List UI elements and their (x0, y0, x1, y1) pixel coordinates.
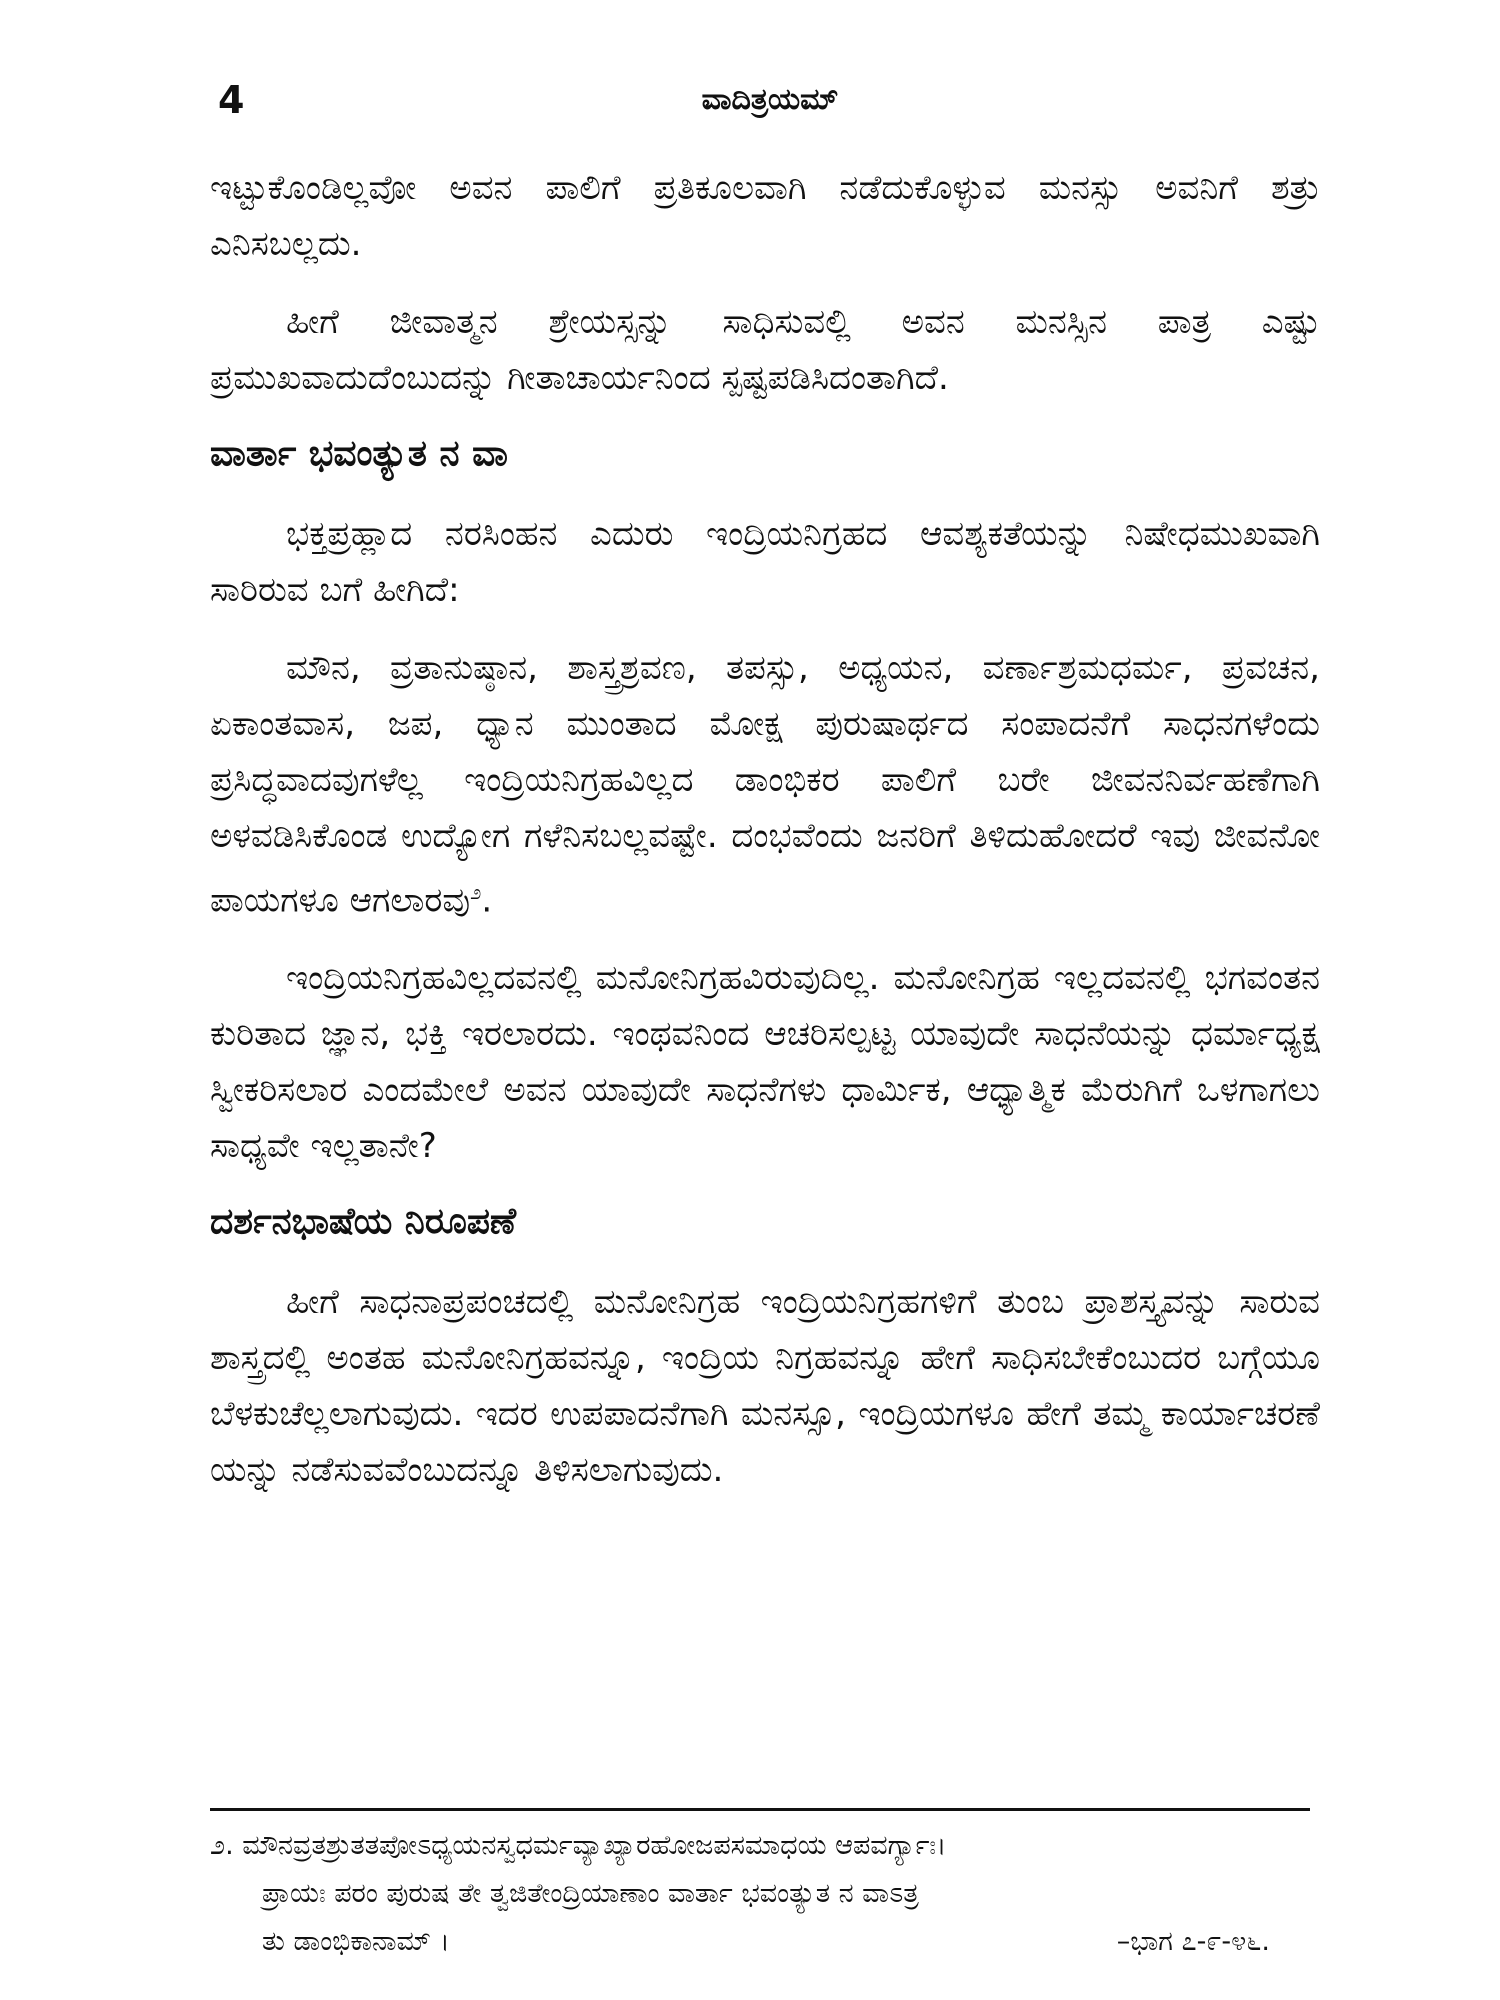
paragraph-4-text: ಮೌನ, ವ್ರತಾನುಷ್ಠಾನ, ಶಾಸ್ತ್ರಶ್ರವಣ, ತಪಸ್ಸು, ಅಧ್ಯಯನ, ವರ್ಣಾಶ್ರಮಧರ್ಮ, ಪ್ರವಚನ, ಏಕಾಂತವಾಸ, ಜಪ, ಧ್ಯಾನ ಮುಂತಾದ ಮೋಕ್ಷ ಪುರುಷಾರ್ಥದ ಸಂಪಾದನೆಗೆ ಸಾಧನಗಳೆಂದು ಪ್ರಸಿದ್ಧವಾದವುಗಳೆಲ್ಲ ಇಂದ್ರಿಯನಿಗ್ರಹವಿಲ್ಲದ ಡಾಂಭಿಕರ ಪಾಲಿಗೆ ಬರೇ ಜೀವನನಿರ್ವಹಣೆಗಾಗಿ ಅಳವಡಿಸಿಕೊಂಡ ಉದ್ಯೋಗ ಗಳೆನಿಸಬಲ್ಲವಷ್ಟೇ. ದಂಭವೆಂದು ಜನರಿಗೆ ತಿಳಿದುಹೋದರೆ ಇವು ಜೀವನೋ ಪಾಯಗಳೂ ಆಗಲಾರವು (210, 648, 1320, 921)
footnote-line-2: ಪ್ರಾಯಃ ಪರಂ ಪುರುಷ ತೇ ತ್ವಜಿತೇಂದ್ರಿಯಾಣಾಂ ವಾರ್ತಾ ಭವಂತ್ಯುತ ನ ವಾಽತ್ರ (262, 1878, 919, 1909)
section-heading-2: ದರ್ಶನಭಾಷೆಯ ನಿರೂಪಣೆ (210, 1201, 517, 1243)
paragraph-4 (210, 640, 1320, 928)
section-heading-1: ವಾರ್ತಾ ಭವಂತ್ಯುತ ನ ವಾ (210, 433, 508, 474)
page-number: 4 (218, 78, 245, 122)
paragraph-1: ಇಟ್ಟುಕೊಂಡಿಲ್ಲವೋ ಅವನ ಪಾಲಿಗೆ ಪ್ರತಿಕೂಲವಾಗಿ ನಡೆದುಕೊಳ್ಳುವ ಮನಸ್ಸು ಅವನಿಗೆ ಶತ್ರು ಎನಿಸಬಲ್ಲದು. (210, 168, 1320, 264)
running-title: ವಾದಿತ್ರಯಮ್ (701, 82, 839, 117)
footnote-divider (210, 1808, 1310, 1811)
paragraph-3: ಭಕ್ತಪ್ರಹ್ಲಾದ ನರಸಿಂಹನ ಎದುರು ಇಂದ್ರಿಯನಿಗ್ರಹದ ಆವಶ್ಯಕತೆಯನ್ನು ನಿಷೇಧಮುಖವಾಗಿ ಸಾರಿರುವ ಬಗೆ ಹೀಗಿದೆ: (210, 514, 1320, 610)
footnote-line-3-text: ತು ಡಾಂಭಿಕಾನಾಮ್ । (262, 1926, 450, 1957)
main-text (210, 160, 1320, 1520)
paragraph-4-end: . (481, 880, 493, 921)
footnote-source: –ಭಾಗ ೭-೯-೪೬. (1116, 1926, 1270, 1957)
footnote-line-1: ೨. ಮೌನವ್ರತಶ್ರುತತಪೋಽಧ್ಯಯನಸ್ವಧರ್ಮವ್ಯಾಖ್ಯಾರಹೋಜಪಸಮಾಧಯ ಆಪವರ್ಗ್ಯಾಃ। (210, 1830, 947, 1861)
paragraph-2: ಹೀಗೆ ಜೀವಾತ್ಮನ ಶ್ರೇಯಸ್ಸನ್ನು ಸಾಧಿಸುವಲ್ಲಿ ಅವನ ಮನಸ್ಸಿನ ಪಾತ್ರ ಎಷ್ಟು ಪ್ರಮುಖವಾದುದೆಂಬುದನ್ನು ಗೀತಾಚಾರ್ಯನಿಂದ ಸ್ಪಷ್ಟಪಡಿಸಿದಂತಾಗಿದೆ. (210, 302, 1320, 398)
paragraph-6: ಹೀಗೆ ಸಾಧನಾಪ್ರಪಂಚದಲ್ಲಿ ಮನೋನಿಗ್ರಹ ಇಂದ್ರಿಯನಿಗ್ರಹಗಳಿಗೆ ತುಂಬ ಪ್ರಾಶಸ್ತ್ಯವನ್ನು ಸಾರುವ ಶಾಸ್ತ್ರದಲ್ಲಿ ಅಂತಹ ಮನೋನಿಗ್ರಹವನ್ನೂ, ಇಂದ್ರಿಯ ನಿಗ್ರಹವನ್ನೂ ಹೇಗೆ ಸಾಧಿಸಬೇಕೆಂಬುದರ ಬಗ್ಗೆಯೂ ಬೆಳಕುಚೆಲ್ಲಲಾಗುವುದು. ಇದರ ಉಪಪಾದನೆಗಾಗಿ ಮನಸ್ಸೂ, ಇಂದ್ರಿಯಗಳೂ ಹೇಗೆ ತಮ್ಮ ಕಾರ್ಯಾಚರಣೆ ಯನ್ನು ನಡೆಸುವವೆಂಬುದನ್ನೂ ತಿಳಿಸಲಾಗುವುದು. (210, 1282, 1320, 1491)
footnote-marker: ೨ (470, 880, 482, 904)
footnote (210, 1822, 1310, 1966)
paragraph-5: ಇಂದ್ರಿಯನಿಗ್ರಹವಿಲ್ಲದವನಲ್ಲಿ ಮನೋನಿಗ್ರಹವಿರುವುದಿಲ್ಲ. ಮನೋನಿಗ್ರಹ ಇಲ್ಲದವನಲ್ಲಿ ಭಗವಂತನ ಕುರಿತಾದ ಜ್ಞಾನ, ಭಕ್ತಿ ಇರಲಾರದು. ಇಂಥವನಿಂದ ಆಚರಿಸಲ್ಪಟ್ಟ ಯಾವುದೇ ಸಾಧನೆಯನ್ನು ಧರ್ಮಾಧ್ಯಕ್ಷ ಸ್ವೀಕರಿಸಲಾರ ಎಂದಮೇಲೆ ಅವನ ಯಾವುದೇ ಸಾಧನೆಗಳು ಧಾರ್ಮಿಕ, ಆಧ್ಯಾತ್ಮಿಕ ಮೆರುಗಿಗೆ ಒಳಗಾಗಲು ಸಾಧ್ಯವೇ ಇಲ್ಲತಾನೇ? (210, 958, 1320, 1167)
footnote-line-3 (210, 1918, 1310, 1966)
